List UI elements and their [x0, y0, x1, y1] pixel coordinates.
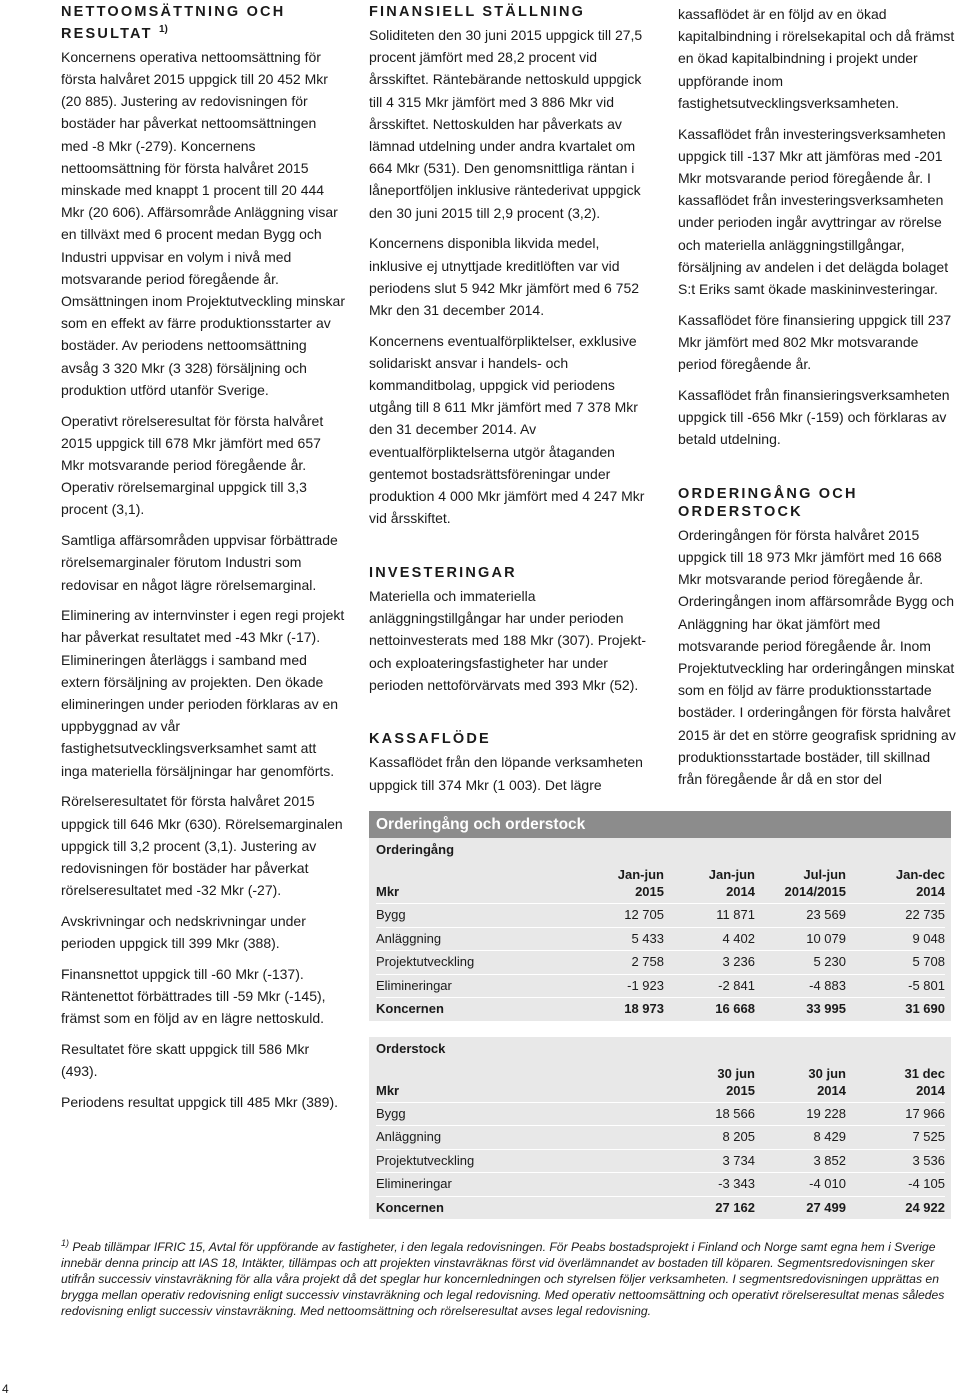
table-subtitle: Orderstock	[376, 1040, 446, 1056]
paragraph: Koncernens disponibla likvida medel, inklusive ej utnyttjade kreditlöften var vid periodens slut 5 942 Mkr jämfört med 6 752 Mkr den 31 december 2014.	[369, 235, 640, 318]
table-cell: 11 871	[664, 904, 755, 928]
column-header-line: 2014	[916, 1082, 945, 1098]
section-heading: ORDERINGÅNG OCH ORDERSTOCK	[678, 485, 858, 520]
footnote-text: Peab tillämpar IFRIC 15, Avtal för uppförande av fastigheter, i den legala redovisningen. För Peabs bostadsprojekt i Finland och Norge samt egna hem i Sverige innebär denna princip att IAS 18, Intäkter, tillämpas och att projekten vinstavräknas först vid överlämnandet av bostaden till köparen. Segmentsredovisningen sker utifrån successiv vinstavräkning för alla våra projekt då det speglar hur koncernledningen och styrelsen följer verksamheten. I segmentsredovisningen upprättas en brygga mellan operativ redovisning enligt successiv vinstavräkning och legal redovisning. Med operativ nettoomsättning och operativt rörelseresultat menas således redovisning enligt successiv vinstavräkning. Med nettoomsättning och rörelseresultat avses legal redovisning.	[61, 1240, 945, 1318]
table-total-row	[376, 998, 945, 1021]
row-label: Elimineringar	[376, 1173, 607, 1197]
section-gap	[369, 704, 654, 730]
table-cell: 23 569	[755, 904, 846, 928]
table-row	[376, 1102, 945, 1126]
paragraph: Materiella och immateriella anläggningstillgångar har under perioden nettoinvesterats med 188 Mkr (307). Projekt- och exploateringsfastigheter har under perioden nettoförvärvats med 393 Mkr (52).	[369, 587, 647, 693]
section-heading: KASSAFLÖDE	[369, 731, 491, 748]
table-cell: 3 536	[846, 1149, 945, 1173]
table-cell: 10 079	[755, 927, 846, 951]
paragraph: Kassaflödet från finansieringsverksamheten uppgick till -656 Mkr (-159) och förklaras av betald utdelning.	[678, 386, 950, 448]
table-block	[369, 1037, 951, 1220]
table-cell: 18 973	[573, 998, 664, 1021]
column-header-line: 2014	[817, 1082, 846, 1098]
column-header-line: Jan-jun	[708, 867, 755, 882]
column-header	[664, 862, 755, 904]
column-header-line: Jan-dec	[895, 867, 945, 882]
table-cell: 24 922	[846, 1196, 945, 1219]
paragraph: Orderingången för första halvåret 2015 uppgick till 18 973 Mkr jämfört med 16 668 Mkr motsvarande period föregående år. Orderingången inom affärsområde Bygg och Anläggning har ökat jämfört med motsvarande period föregående år. Inom Projektutveckling har orderingången minskat som en följd av färre produktionsstartade bostäder. I orderingången för första halvåret 2015 är det en större geografisk spridning av produktionsstartade bostäder, till skillnad från föregående år då en stor del	[678, 526, 956, 788]
table-cell: 7 525	[846, 1126, 945, 1150]
table-cell: 3 734	[607, 1149, 755, 1173]
table-cell: 9 048	[846, 927, 945, 951]
column-header-line: 2014/2015	[784, 884, 846, 899]
table-cell: 27 499	[755, 1196, 846, 1219]
footnote-marker: 1)	[61, 1238, 70, 1248]
table-row	[376, 904, 945, 928]
column-header	[755, 862, 846, 904]
column-header-line: 2014	[726, 884, 755, 899]
column-header	[573, 862, 664, 904]
table-cell: 4 402	[664, 927, 755, 951]
table-cell: -1 923	[573, 974, 664, 998]
table-cell: 5 433	[573, 927, 664, 951]
table-header-row	[376, 862, 945, 904]
table-title: Orderingång och orderstock	[369, 811, 951, 838]
unit-label: Mkr	[376, 884, 400, 899]
table-row	[376, 1149, 945, 1173]
column-header-line: 2014	[916, 884, 945, 899]
table-row	[376, 974, 945, 998]
table-cell: 16 668	[664, 998, 755, 1021]
section-heading-nettoomsattning	[61, 3, 346, 43]
paragraph: Kassaflödet från den löpande verksamheten uppgick till 374 Mkr (1 003). Det lägre	[369, 754, 643, 793]
table-cell: 18 566	[607, 1102, 755, 1126]
paragraph: Kassaflödet från investeringsverksamheten uppgick till -137 Mkr att jämföras med -201 Mkr motsvarande period föregående år. I kassaflödet från investeringsverksamheten under perioden ingår avyttringar av rörelse och materiella anläggningstillgångar, försäljning av andelen i det delägda bolaget S:t Eriks samt ökade maskininvesteringar.	[678, 125, 949, 297]
table-cell: 3 236	[664, 951, 755, 975]
column-2	[369, 3, 654, 804]
table-row	[376, 951, 945, 975]
data-table	[376, 1061, 945, 1220]
column-header	[846, 862, 945, 904]
table-cell: 3 852	[755, 1149, 846, 1173]
paragraph: Koncernens eventualförpliktelser, exklusive solidariskt ansvar i handels- och kommanditbolag, uppgick vid periodens utgång till 8 611 Mkr jämfört med 7 378 Mkr den 31 december 2014. Av eventualförpliktelserna utgör åtaganden gentemot bostadsrättsföreningar under produktion 4 000 Mkr jämfört med 4 247 Mkr vid årsskiftet.	[369, 332, 645, 527]
row-label: Projektutveckling	[376, 951, 573, 975]
column-header-line: Jul-jun	[803, 867, 846, 882]
table-cell: -5 801	[846, 974, 945, 998]
footnote	[61, 1236, 946, 1320]
table-cell: -4 105	[846, 1173, 945, 1197]
column-header	[846, 1061, 945, 1103]
table-cell: 12 705	[573, 904, 664, 928]
paragraph: kassaflödet är en följd av en ökad kapitalbindning i rörelsekapital och då främst en ökad kapitalbindning i projekt under uppförande inom fastighetsutvecklingsverksamheten.	[678, 6, 955, 111]
table-cell: -4 883	[755, 974, 846, 998]
table-cell: 19 228	[755, 1102, 846, 1126]
table-cell: 17 966	[846, 1102, 945, 1126]
row-label: Anläggning	[376, 927, 573, 951]
footnote-marker: 1)	[158, 24, 168, 35]
table-subtitle: Orderingång	[376, 842, 455, 857]
section-heading: FINANSIELL STÄLLNING	[369, 4, 586, 20]
row-label: Projektutveckling	[376, 1149, 607, 1173]
column-header	[607, 1061, 755, 1103]
page-number: 4	[2, 1382, 9, 1396]
column-header-line: 30 jun	[717, 1065, 755, 1081]
column-header-line: Jan-jun	[617, 867, 664, 882]
paragraph: Rörelseresultatet för första halvåret 2015 uppgick till 646 Mkr (630). Rörelsemarginalen uppgick till 3,2 procent (3,1). Justering av redovisningen för bostäder har påverkat rörelseresultatet med -32 Mkr (-27).	[61, 793, 343, 899]
table-cell: -4 010	[755, 1173, 846, 1197]
table-row	[376, 927, 945, 951]
table-cell: 8 205	[607, 1126, 755, 1150]
table-cell: 2 758	[573, 951, 664, 975]
table-row	[376, 1173, 945, 1197]
section-gap	[369, 538, 654, 564]
row-label: Koncernen	[376, 998, 573, 1021]
column-header-line: 30 jun	[808, 1065, 846, 1081]
paragraph: Soliditeten den 30 juni 2015 uppgick till 27,5 procent jämfört med 28,2 procent vid årsskiftet. Räntebärande nettoskuld uppgick till 4 315 Mkr jämfört med 3 886 Mkr vid årsskiftet. Nettoskulden har påverkats av lämnad utdelning under andra kvartalet om 664 Mkr (531). Den genomsnittliga räntan i låneportföljen inklusive räntederivat uppgick den 30 juni 2015 till 2,9 procent (3,2).	[369, 27, 643, 221]
table-row	[376, 1126, 945, 1150]
paragraph: Finansnettot uppgick till -60 Mkr (-137). Räntenettot förbättrades till -59 Mkr (-145), främst som en följd av en lägre nettoskuld.	[61, 965, 326, 1027]
data-table	[376, 862, 945, 1021]
paragraph: Resultatet före skatt uppgick till 586 Mkr (493).	[61, 1040, 310, 1080]
table-cell: 5 230	[755, 951, 846, 975]
table-cell: -3 343	[607, 1173, 755, 1197]
table-header-row	[376, 1061, 945, 1103]
column-header-line: 31 dec	[904, 1065, 945, 1081]
table-total-row	[376, 1196, 945, 1219]
order-table-panel	[369, 811, 951, 1215]
paragraph: Operativt rörelseresultat för första halvåret 2015 uppgick till 678 Mkr jämfört med 657 Mkr motsvarande period föregående år. Operativ rörelsemarginal uppgick till 3,3 procent (3,1).	[61, 412, 324, 518]
table-cell: 22 735	[846, 904, 945, 928]
section-heading: INVESTERINGAR	[369, 564, 517, 581]
table-cell: 5 708	[846, 951, 945, 975]
paragraph: Kassaflödet före finansiering uppgick till 237 Mkr jämfört med 802 Mkr motsvarande period föregående år.	[678, 311, 952, 373]
paragraph: Avskrivningar och nedskrivningar under perioden uppgick till 399 Mkr (388).	[61, 912, 306, 952]
row-label: Bygg	[376, 1102, 607, 1126]
row-label: Elimineringar	[376, 974, 573, 998]
table-cell: -2 841	[664, 974, 755, 998]
paragraph: Koncernens operativa nettoomsättning för första halvåret 2015 uppgick till 20 452 Mkr (20 885). Justering av redovisningen för bostäder har påverkat nettoomsättningen med -8 Mkr (-279). Koncernens nettoomsättning för första halvåret 2015 minskade med knappt 1 procent till 20 444 Mkr (20 606). Affärsområde Anläggning visar en tillväxt med 6 procent medan Bygg och Industri uppvisar en volym i nivå med motsvarande period föregående år. Omsättningen inom Projektutveckling minskar som en effekt av färre produktionsstarter av bostäder. Av periodens nettoomsättning avsåg 3 320 Mkr (3 328) försäljning och produktion utförd utanför Sverige.	[61, 48, 346, 398]
table-cell: 33 995	[755, 998, 846, 1021]
table-blocks	[369, 838, 951, 1219]
row-label: Anläggning	[376, 1126, 607, 1150]
table-block	[369, 838, 951, 1021]
column-3	[678, 3, 958, 799]
section-body	[61, 46, 346, 1113]
section-gap	[678, 459, 958, 485]
paragraph: Samtliga affärsområden uppvisar förbättrade rörelsemarginaler förutom Industri som redovisar en något lägre rörelsemarginal.	[61, 532, 338, 593]
table-cell: 27 162	[607, 1196, 755, 1219]
table-cell: 31 690	[846, 998, 945, 1021]
column-header-line: 2015	[635, 884, 664, 899]
paragraph: Periodens resultat uppgick till 485 Mkr (389).	[61, 1093, 339, 1110]
row-label: Bygg	[376, 904, 573, 928]
unit-label: Mkr	[376, 1082, 400, 1098]
heading-text: NETTOOMSÄTTNING OCH RESULTAT	[61, 4, 286, 42]
paragraph: Eliminering av internvinster i egen regi projekt har påverkat resultatet med -43 Mkr (-17). Elimineringen återläggs i samband med extern försäljning av projekten. Den ökade elimineringen under perioden förklaras av en uppbyggnad av vår fastighetsutvecklingsverksamhet samt att inga materiella försäljningar har genomförts.	[61, 607, 345, 779]
column-header-line: 2015	[726, 1082, 755, 1098]
column-header	[755, 1061, 846, 1103]
column-1	[61, 3, 346, 1121]
row-label: Koncernen	[376, 1196, 607, 1219]
table-spacer	[369, 1021, 951, 1037]
table-cell: 8 429	[755, 1126, 846, 1150]
